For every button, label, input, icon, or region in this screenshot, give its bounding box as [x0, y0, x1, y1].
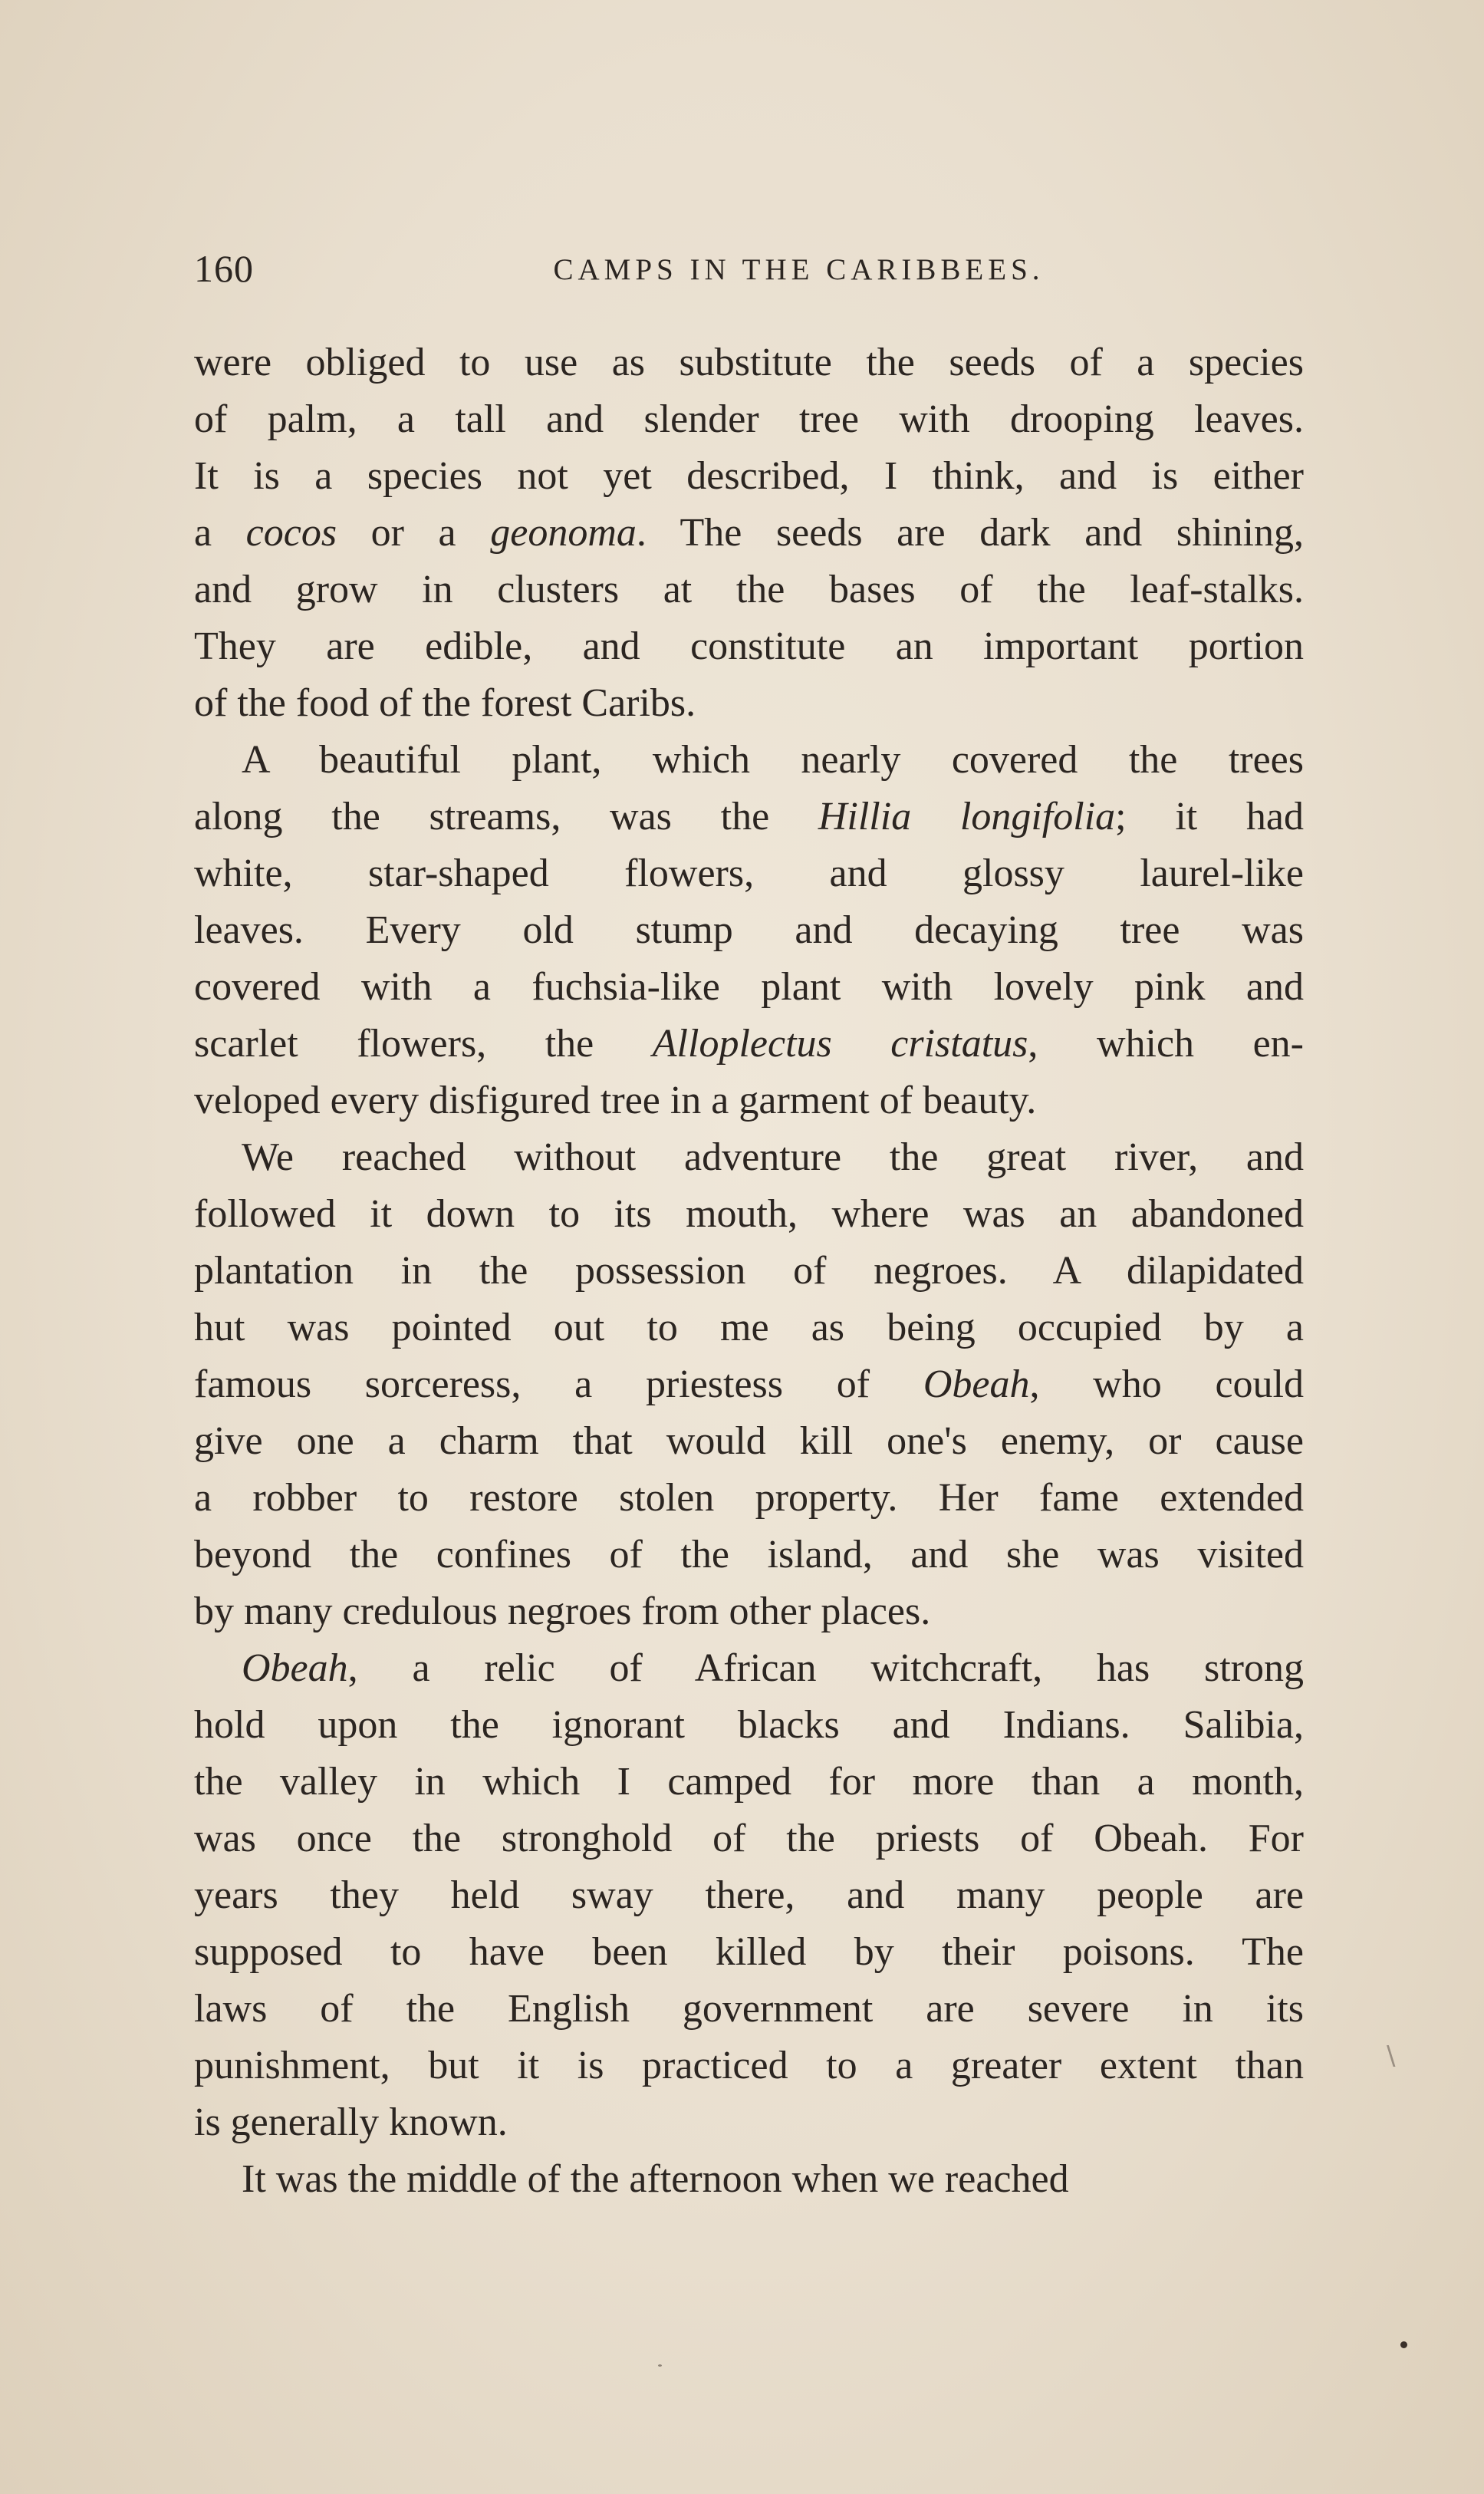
text-line: and grow in clusters at the bases of the leaf-stalks. — [194, 568, 1304, 611]
running-title: CAMPS IN THE CARIBBEES. — [553, 253, 1045, 286]
text-line: along the streams, was the Hillia longifolia; it had — [194, 795, 1305, 838]
page-header — [194, 245, 1304, 292]
text-line: leaves. Every old stump and decaying tree was — [194, 908, 1304, 952]
text-line: It was the middle of the afternoon when we reached — [242, 2157, 1069, 2201]
text-line: We reached without adventure the great river, and — [242, 1135, 1304, 1179]
text-line: punishment, but it is practiced to a greater extent than — [194, 2044, 1304, 2087]
text-line: by many credulous negroes from other places. — [194, 1590, 931, 1633]
text-line: is generally known. — [194, 2100, 508, 2144]
text-line: hold upon the ignorant blacks and Indians. Salibia, — [194, 1703, 1304, 1747]
text-line: was once the stronghold of the priests of Obeah. For — [194, 1817, 1304, 1860]
text-line: hut was pointed out to me as being occupied by a — [194, 1306, 1304, 1349]
text-line: supposed to have been killed by their poisons. The — [194, 1930, 1304, 1974]
page-number: 160 — [194, 247, 254, 290]
text-line: It is a species not yet described, I think, and is either — [194, 454, 1304, 498]
paper-speck — [1400, 2341, 1407, 2348]
text-line: plantation in the possession of negroes. A dilapidated — [194, 1249, 1304, 1293]
text-line: white, star-shaped flowers, and glossy laurel-like — [194, 852, 1304, 895]
text-line: laws of the English government are severe in its — [194, 1987, 1304, 2031]
text-line: a cocos or a geonoma. The seeds are dark and shining, — [194, 511, 1304, 555]
text-line: They are edible, and constitute an important portion — [194, 624, 1304, 668]
text-line: veloped every disfigured tree in a garment of beauty. — [194, 1079, 1037, 1122]
text-line: years they held sway there, and many people are — [194, 1873, 1304, 1917]
italic-term: geonoma — [490, 511, 637, 555]
text-line: A beautiful plant, which nearly covered the trees — [242, 738, 1304, 782]
italic-term: cocos — [245, 511, 337, 555]
text-line: of the food of the forest Caribs. — [194, 681, 696, 725]
text-line: covered with a fuchsia-like plant with lovely pink and — [194, 965, 1304, 1009]
text-line: were obliged to use as substitute the seeds of a species — [194, 341, 1304, 384]
text-line: followed it down to its mouth, where was an abandoned — [194, 1192, 1304, 1236]
paper-speck — [658, 2364, 662, 2367]
text-line: of palm, a tall and slender tree with drooping leaves. — [194, 397, 1304, 441]
italic-term: Obeah — [242, 1646, 348, 1690]
text-line: give one a charm that would kill one's enemy, or cause — [194, 1419, 1304, 1463]
text-line: scarlet flowers, the Alloplectus cristatus, which en- — [194, 1022, 1304, 1066]
paper-scratch-mark: \ — [1387, 2041, 1396, 2071]
italic-term: Hillia longifolia — [818, 795, 1116, 838]
text-line: Obeah, a relic of African witchcraft, has strong — [242, 1646, 1304, 1690]
italic-term: Obeah — [923, 1362, 1030, 1406]
text-line: the valley in which I camped for more than a month, — [194, 1760, 1304, 1804]
text-line: a robber to restore stolen property. Her fame extended — [194, 1476, 1304, 1520]
text-line: beyond the confines of the island, and she was visited — [194, 1533, 1304, 1576]
italic-term: Alloplectus cristatus — [652, 1022, 1028, 1066]
body-text — [194, 334, 1304, 2208]
text-line: famous sorceress, a priestess of Obeah, who could — [194, 1362, 1304, 1406]
